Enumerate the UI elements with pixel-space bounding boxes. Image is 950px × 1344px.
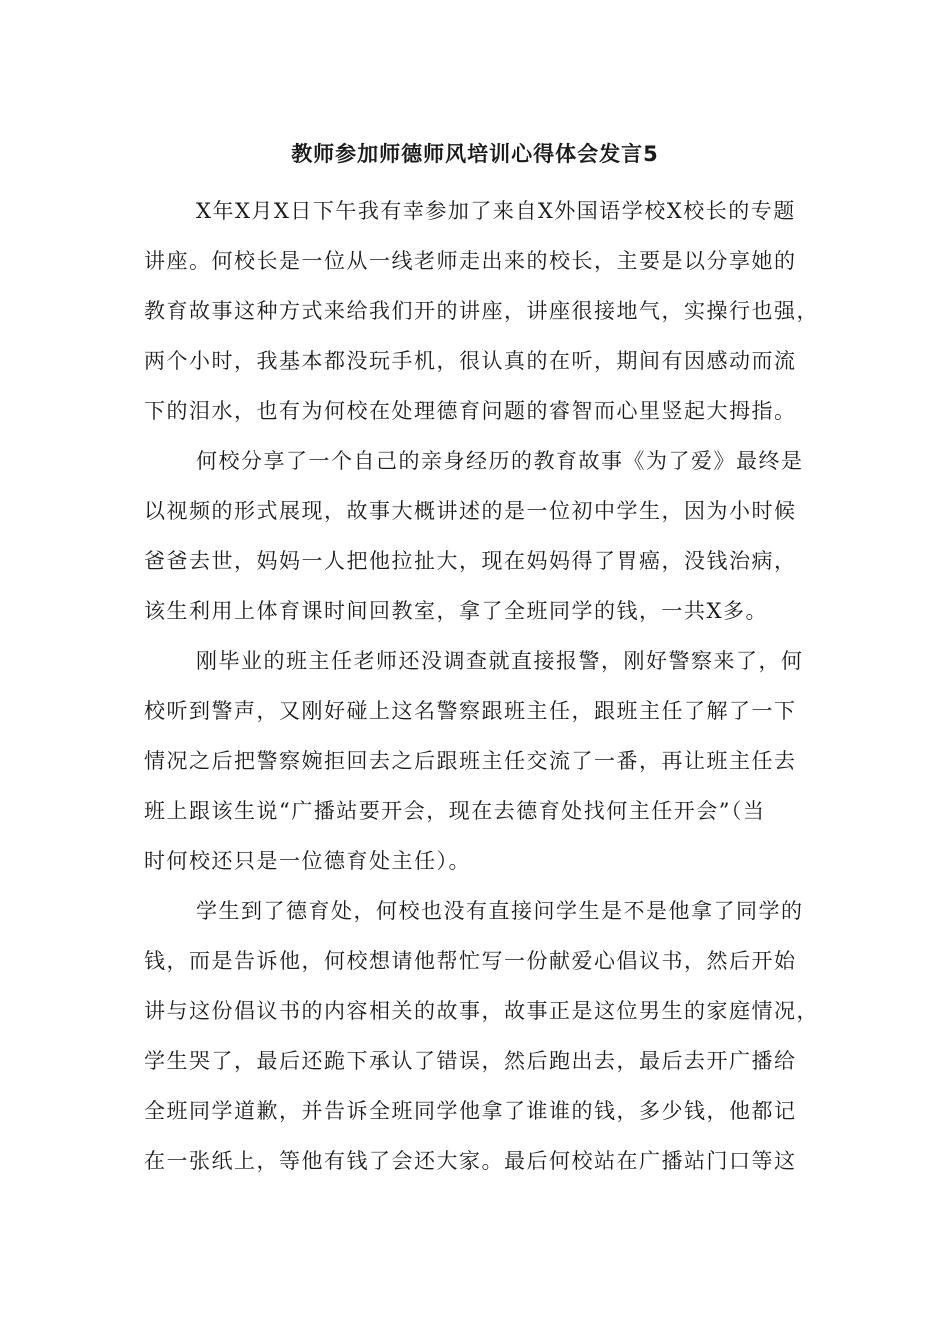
paragraph-4 (144, 886, 824, 1186)
text-line: 何校分享了一个自己的亲身经历的教育故事《为了爱》最终是 (196, 449, 804, 473)
text-line: 学生到了德育处，何校也没有直接问学生是不是他拿了同学的 (196, 899, 804, 923)
text-line: 两个小时，我基本都没玩手机，很认真的在听，期间有因感动而流 (144, 349, 797, 373)
text-line: 刚毕业的班主任老师还没调查就直接报警，刚好警察来了，何 (196, 649, 804, 673)
document-body (144, 186, 824, 1186)
paragraph-3 (144, 636, 824, 886)
paragraph-1 (144, 186, 824, 436)
text-line: 情况之后把警察婉拒回去之后跟班主任交流了一番，再让班主任去 (144, 749, 797, 773)
text-line: 下的泪水，也有为何校在处理德育问题的睿智而心里竖起大拇指。 (144, 399, 797, 423)
text-line: 讲与这份倡议书的内容相关的故事，故事正是这位男生的家庭情况， (144, 999, 819, 1023)
text-line: 钱，而是告诉他，何校想请他帮忙写一份献爱心倡议书，然后开始 (144, 949, 797, 973)
text-line: 校听到警声，又刚好碰上这名警察跟班主任，跟班主任了解了一下 (144, 699, 797, 723)
text-line: X年X月X日下午我有幸参加了来自X外国语学校X校长的专题 (196, 199, 796, 223)
text-line: 该生利用上体育课时间回教室，拿了全班同学的钱，一共X多。 (144, 599, 768, 623)
text-line: 班上跟该生说“广播站要开会，现在去德育处找何主任开会”（当 (144, 799, 766, 823)
text-line: 在一张纸上，等他有钱了会还大家。最后何校站在广播站门口等这 (144, 1149, 797, 1173)
text-line: 教育故事这种方式来给我们开的讲座，讲座很接地气，实操行也强， (144, 299, 819, 323)
text-line: 以视频的形式展现，故事大概讲述的是一位初中学生，因为小时候 (144, 499, 797, 523)
paragraph-2 (144, 436, 824, 636)
text-line: 时何校还只是一位德育处主任）。 (144, 849, 471, 873)
document-title: 教师参加师德师风培训心得体会发言5 (291, 142, 659, 166)
text-line: 学生哭了，最后还跪下承认了错误，然后跑出去，最后去开广播给 (144, 1049, 797, 1073)
text-line: 全班同学道歉，并告诉全班同学他拿了谁谁的钱，多少钱，他都记 (144, 1099, 797, 1123)
text-line: 讲座。何校长是一位从一线老师走出来的校长，主要是以分享她的 (144, 249, 797, 273)
text-line: 爸爸去世，妈妈一人把他拉扯大，现在妈妈得了胃癌，没钱治病， (144, 549, 797, 573)
